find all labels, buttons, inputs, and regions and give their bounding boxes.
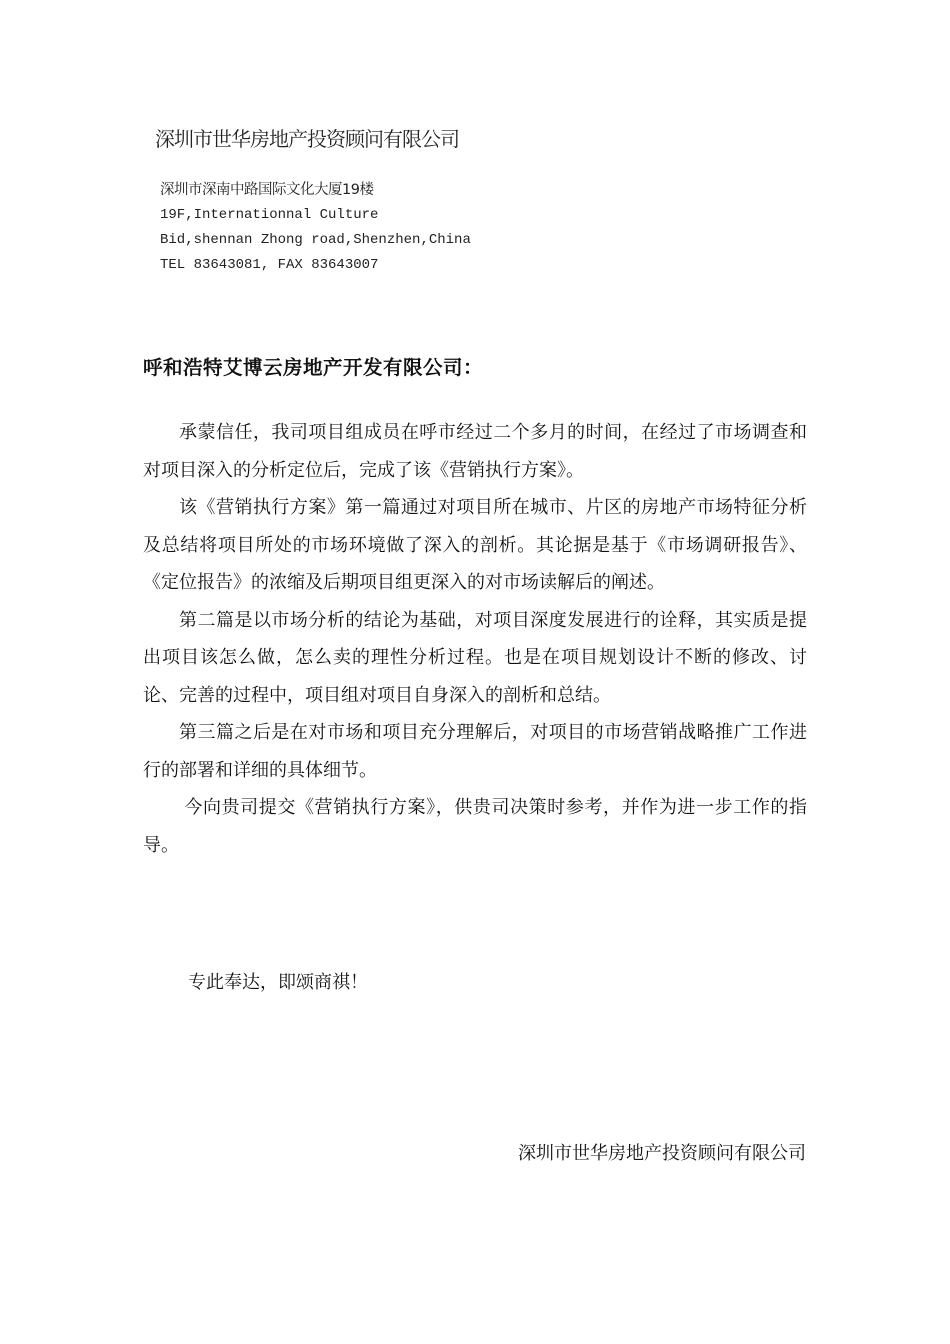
letter-closing: 专此奉达，即颂商祺！: [188, 972, 368, 993]
contact-line: TEL 83643081, FAX 83643007: [160, 257, 379, 273]
paragraph: 该《营销执行方案》第一篇通过对项目所在城市、片区的房地产市场特征分析及总结将项目所处的市场环境做了深入的剖析。其论据是基于《市场调研报告》、《定位报告》的浓缩及后期项目组更深入的对市场读解后的阐述。: [143, 497, 807, 593]
letter-signature: 深圳市世华房地产投资顾问有限公司: [518, 1143, 806, 1164]
letterhead-address-block: [160, 178, 471, 278]
paragraph: 承蒙信任，我司项目组成员在呼市经过二个多月的时间，在经过了市场调查和对项目深入的分析定位后，完成了该《营销执行方案》。: [143, 422, 807, 481]
paragraph: 今向贵司提交《营销执行方案》，供贵司决策时参考，并作为进一步工作的指导。: [143, 797, 807, 856]
paragraph: 第二篇是以市场分析的结论为基础，对项目深度发展进行的诠释，其实质是提出项目该怎么做，怎么卖的理性分析过程。也是在项目规划设计不断的修改、讨论、完善的过程中，项目组对项目自身深入的剖析和总结。: [143, 609, 807, 706]
letterhead-company-name: 深圳市世华房地产投资顾问有限公司: [155, 127, 459, 151]
address-cn: 深圳市深南中路国际文化大厦19楼: [160, 182, 374, 198]
address-en-line-1: 19F,Internationnal Culture: [160, 207, 379, 223]
letter-recipient: 呼和浩特艾博云房地产开发有限公司：: [143, 356, 484, 379]
letter-body: [143, 414, 807, 864]
address-en-line-2: Bid,shennan Zhong road,Shenzhen,China: [160, 232, 471, 248]
paragraph: 第三篇之后是在对市场和项目充分理解后，对项目的市场营销战略推广工作进行的部署和详细的具体细节。: [143, 722, 807, 781]
